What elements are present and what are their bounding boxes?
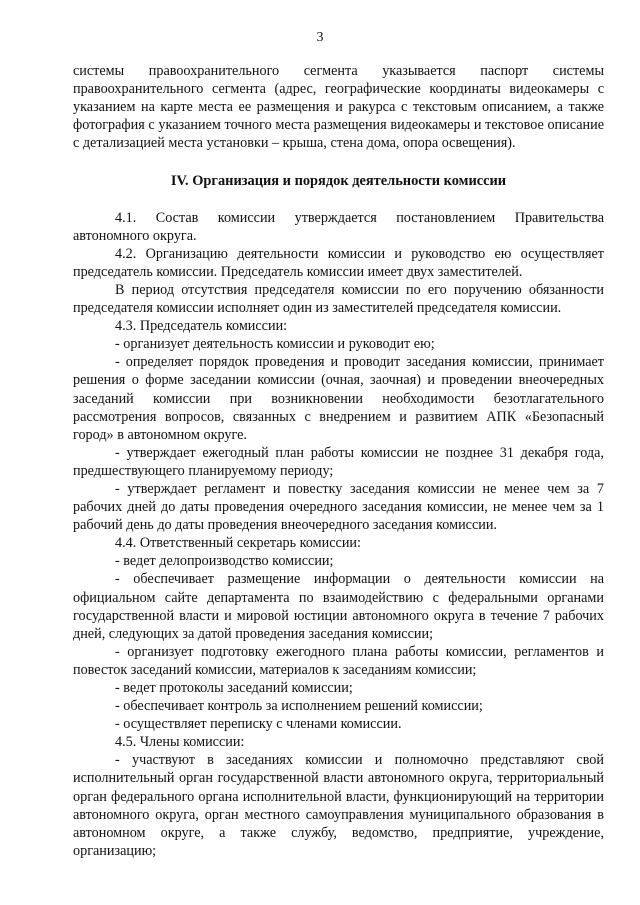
- paragraph-4-4: 4.4. Ответственный секретарь комиссии:: [115, 535, 361, 552]
- paragraph-deputy: В период отсутствия председателя комиссии по его поручению обязанности председателя комиссии исполняет один из заместителей председателя комиссии.: [73, 281, 604, 317]
- list-item: - обеспечивает контроль за исполнением решений комиссии;: [115, 698, 483, 715]
- section-heading: IV. Организация и порядок деятельности комиссии: [170, 173, 507, 190]
- list-item: - утверждает ежегодный план работы комиссии не позднее 31 декабря года, предшествующего планируемому периоду;: [73, 444, 604, 479]
- list-item: - участвуют в заседаниях комиссии и полномочно представляют свой исполнительный орган государственной власти автономного округа, территориальный орган федерального органа исполнительной власти, функционирующий на территории автономного округа, орган местного самоуправления муниципального образования в автономном округе, а также службу, ведомство, предприятие, учреждение, организацию;: [73, 752, 604, 859]
- paragraph-4-5: 4.5. Члены комиссии:: [115, 734, 245, 751]
- list-item: - определяет порядок проведения и проводит заседания комиссии, принимает решения о форме заседании комиссии (очная, заочная) и проведении внеочередных заседаний комиссии при возникновении необходимости безотлагательного рассмотрения вопросов, связанных с внедрением и развитием АПК «Безопасный город» в автономном округе.: [73, 354, 604, 443]
- paragraph-4-2: 4.2. Организацию деятельности комиссии и руководство ею осуществляет председатель комиссии. Председатель комиссии имеет двух заместителей.: [73, 245, 604, 280]
- list-item: - ведет протоколы заседаний комиссии;: [115, 680, 353, 696]
- list-item: - организует подготовку ежегодного плана работы комиссии, регламентов и повесток заседаний комиссии, материалов к заседаниям комиссии;: [73, 643, 604, 678]
- document-body: [73, 62, 604, 860]
- paragraph-4-3: 4.3. Председатель комиссии:: [115, 318, 288, 335]
- page-number: 3: [316, 30, 324, 45]
- list-item: - обеспечивает размещение информации о деятельности комиссии на официальном сайте департамента по взаимодействию с федеральными органами государственной власти и мировой юстиции автономного округа в течение 7 рабочих дней, следующих за датой проведения заседания комиссии;: [73, 571, 604, 642]
- list-item: - организует деятельность комиссии и руководит ею;: [115, 336, 435, 353]
- list-item: - осуществляет переписку с членами комиссии.: [115, 716, 402, 733]
- list-item: - ведет делопроизводство комиссии;: [115, 553, 334, 570]
- continuation-paragraph: системы правоохранительного сегмента указывается паспорт системы правоохранительного сегмента (адрес, географические координаты видеокамеры с указанием на карте места ее размещения и ракурса с текстовым описанием, а также фотография с указанием точного места размещения видеокамеры и текстовое описание с детализацией места установки – крыша, стена дома, опора освещения).: [73, 63, 604, 152]
- paragraph-4-1: 4.1. Состав комиссии утверждается постановлением Правительства автономного округа.: [73, 209, 604, 244]
- list-item: - утверждает регламент и повестку заседания комиссии не менее чем за 7 рабочих дней до даты проведения очередного заседания комиссии, не менее чем за 1 рабочий день до даты проведения внеочередного заседания комиссии.: [73, 480, 604, 534]
